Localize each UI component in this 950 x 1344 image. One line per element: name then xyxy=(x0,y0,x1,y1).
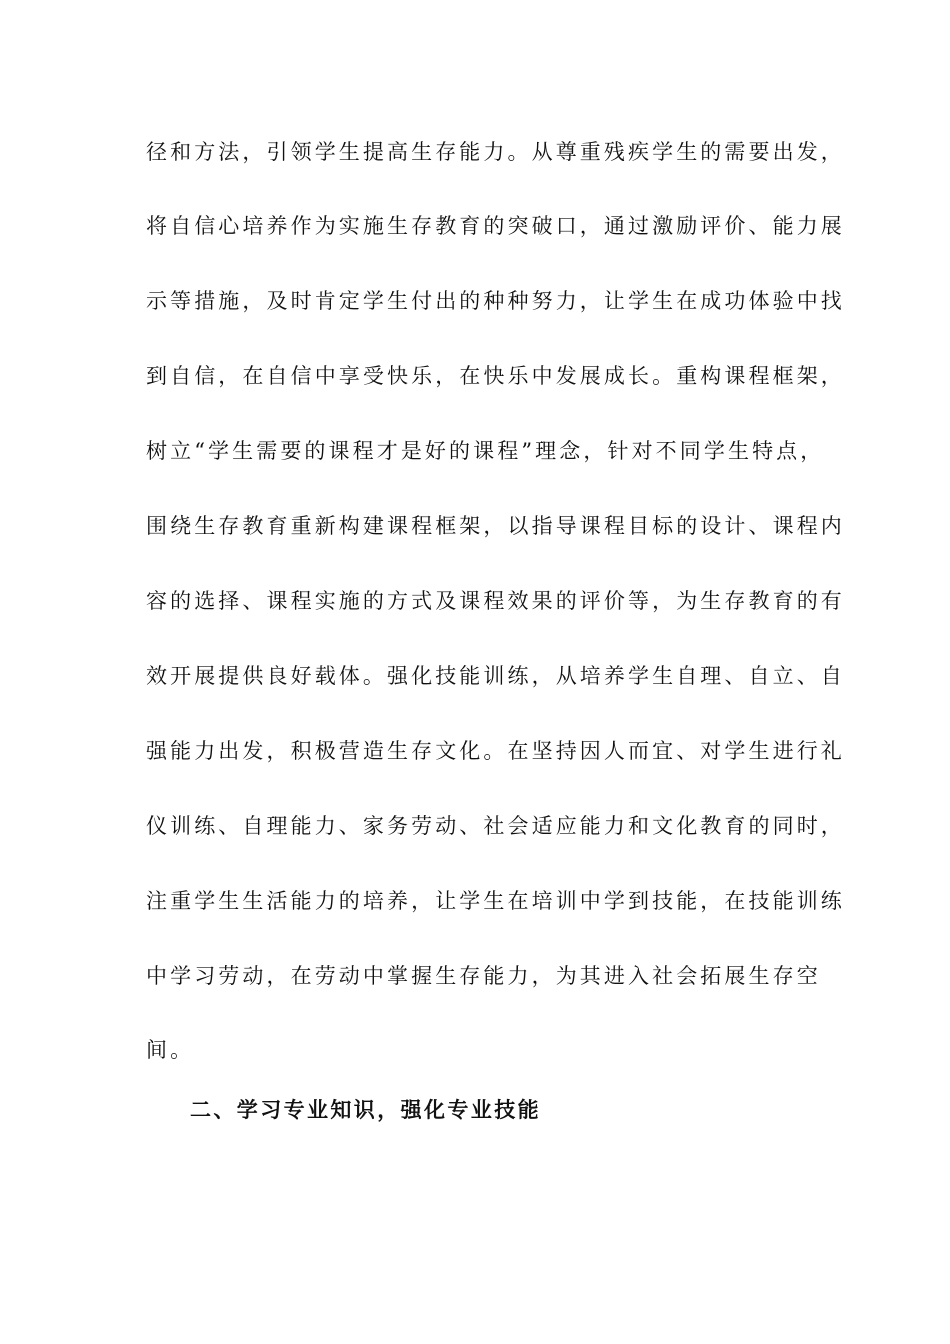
paragraph-line: 围绕生存教育重新构建课程框架，以指导课程目标的设计、课程内 xyxy=(146,514,845,538)
paragraph-line: 树立“学生需要的课程才是好的课程”理念，针对不同学生特点， xyxy=(146,439,825,463)
paragraph-line: 间。 xyxy=(146,1038,195,1062)
paragraph-line: 注重学生生活能力的培养，让学生在培训中学到技能，在技能训练 xyxy=(146,889,845,913)
paragraph-line: 将自信心培养作为实施生存教育的突破口，通过激励评价、能力展 xyxy=(146,214,845,238)
paragraph-line: 强能力出发，积极营造生存文化。在坚持因人而宜、对学生进行礼 xyxy=(146,739,845,763)
paragraph-line: 仪训练、自理能力、家务劳动、社会适应能力和文化教育的同时， xyxy=(146,814,845,838)
paragraph-line: 中学习劳动，在劳动中掌握生存能力，为其进入社会拓展生存空 xyxy=(146,964,821,988)
paragraph-line: 示等措施，及时肯定学生付出的种种努力，让学生在成功体验中找 xyxy=(146,289,845,313)
paragraph-line: 效开展提供良好载体。强化技能训练，从培养学生自理、自立、自 xyxy=(146,664,845,688)
paragraph-line: 到自信，在自信中享受快乐，在快乐中发展成长。重构课程框架， xyxy=(146,364,845,388)
paragraph-line: 容的选择、课程实施的方式及课程效果的评价等，为生存教育的有 xyxy=(146,589,845,613)
section-heading: 二、学习专业知识，强化专业技能 xyxy=(190,1097,541,1122)
paragraph-line: 径和方法，引领学生提高生存能力。从尊重残疾学生的需要出发， xyxy=(146,140,845,164)
